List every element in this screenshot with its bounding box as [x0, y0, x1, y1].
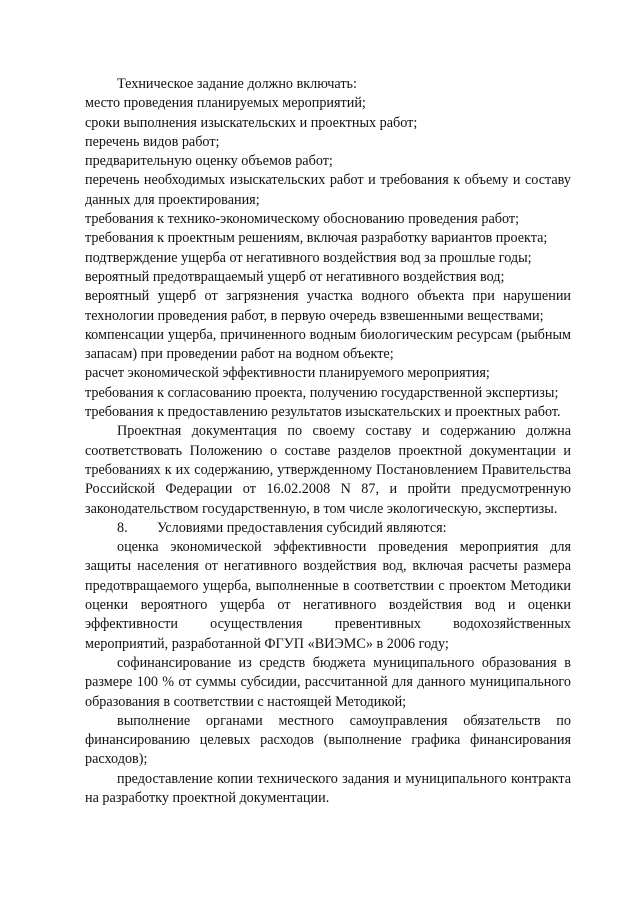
paragraph: Проектная документация по своему составу и содержанию должна соответствовать Положению о составе разделов проектной документации и требованиях к их содержанию, утвержденному Постановлением Правительства Российской Федерации от 16.02.2008 N 87, и пройти предусмотренную законодательством государственную, в том числе экологическую, экспертизы. [85, 423, 571, 517]
section-title: Условиями предоставления субсидий являются: [157, 519, 447, 536]
section-number: 8. [117, 519, 128, 536]
document-page [85, 75, 571, 808]
list-item: требования к согласованию проекта, получению государственной экспертизы; [85, 384, 559, 401]
list-item: перечень видов работ; [85, 133, 220, 150]
list-item: предварительную оценку объемов работ; [85, 153, 333, 170]
list-item: подтверждение ущерба от негативного воздействия вод за прошлые годы; [85, 249, 532, 266]
list-item: место проведения планируемых мероприятий; [85, 95, 366, 112]
condition-item: предоставление копии технического задания и муниципального контракта на разработку проектной документации. [85, 770, 571, 806]
condition-item: оценка экономической эффективности проведения мероприятия для защиты населения от негативного воздействия вод, включая расчеты размера предотвращаемого ущерба, выполненные в соответствии с проектом Методики оценки вероятного ущерба от негативного воздействия вод и оценки эффективности осуществления превентивных водохозяйственных мероприятий, разработанной ФГУП «ВИЭМС» в 2006 году; [85, 539, 571, 652]
list-item: вероятный предотвращаемый ущерб от негативного воздействия вод; [85, 268, 505, 285]
condition-item: софинансирование из средств бюджета муниципального образования в размере 100 % от суммы субсидии, рассчитанной для данного муниципального образования в соответствии с настоящей Методикой; [85, 654, 571, 710]
list-item: вероятный ущерб от загрязнения участка водного объекта при нарушении технологии проведения работ, в первую очередь взвешенными веществами; [85, 288, 571, 324]
list-item: перечень необходимых изыскательских работ и требования к объему и составу данных для проектирования; [85, 172, 571, 208]
list-item: требования к проектным решениям, включая разработку вариантов проекта; [85, 230, 548, 247]
section-heading [85, 519, 571, 538]
list-item: требования к технико-экономическому обоснованию проведения работ; [85, 211, 520, 228]
list-item: сроки выполнения изыскательских и проектных работ; [85, 114, 418, 131]
list-item: расчет экономической эффективности планируемого мероприятия; [85, 365, 490, 382]
list-item: компенсации ущерба, причиненного водным биологическим ресурсам (рыбным запасам) при проведении работ на водном объекте; [85, 326, 571, 363]
condition-item: выполнение органами местного самоуправления обязательств по финансированию целевых расходов (выполнение графика финансирования расходов); [85, 712, 571, 768]
paragraph: Техническое задание должно включать: [117, 76, 357, 92]
list-item: требования к предоставлению результатов изыскательских и проектных работ. [85, 404, 561, 421]
